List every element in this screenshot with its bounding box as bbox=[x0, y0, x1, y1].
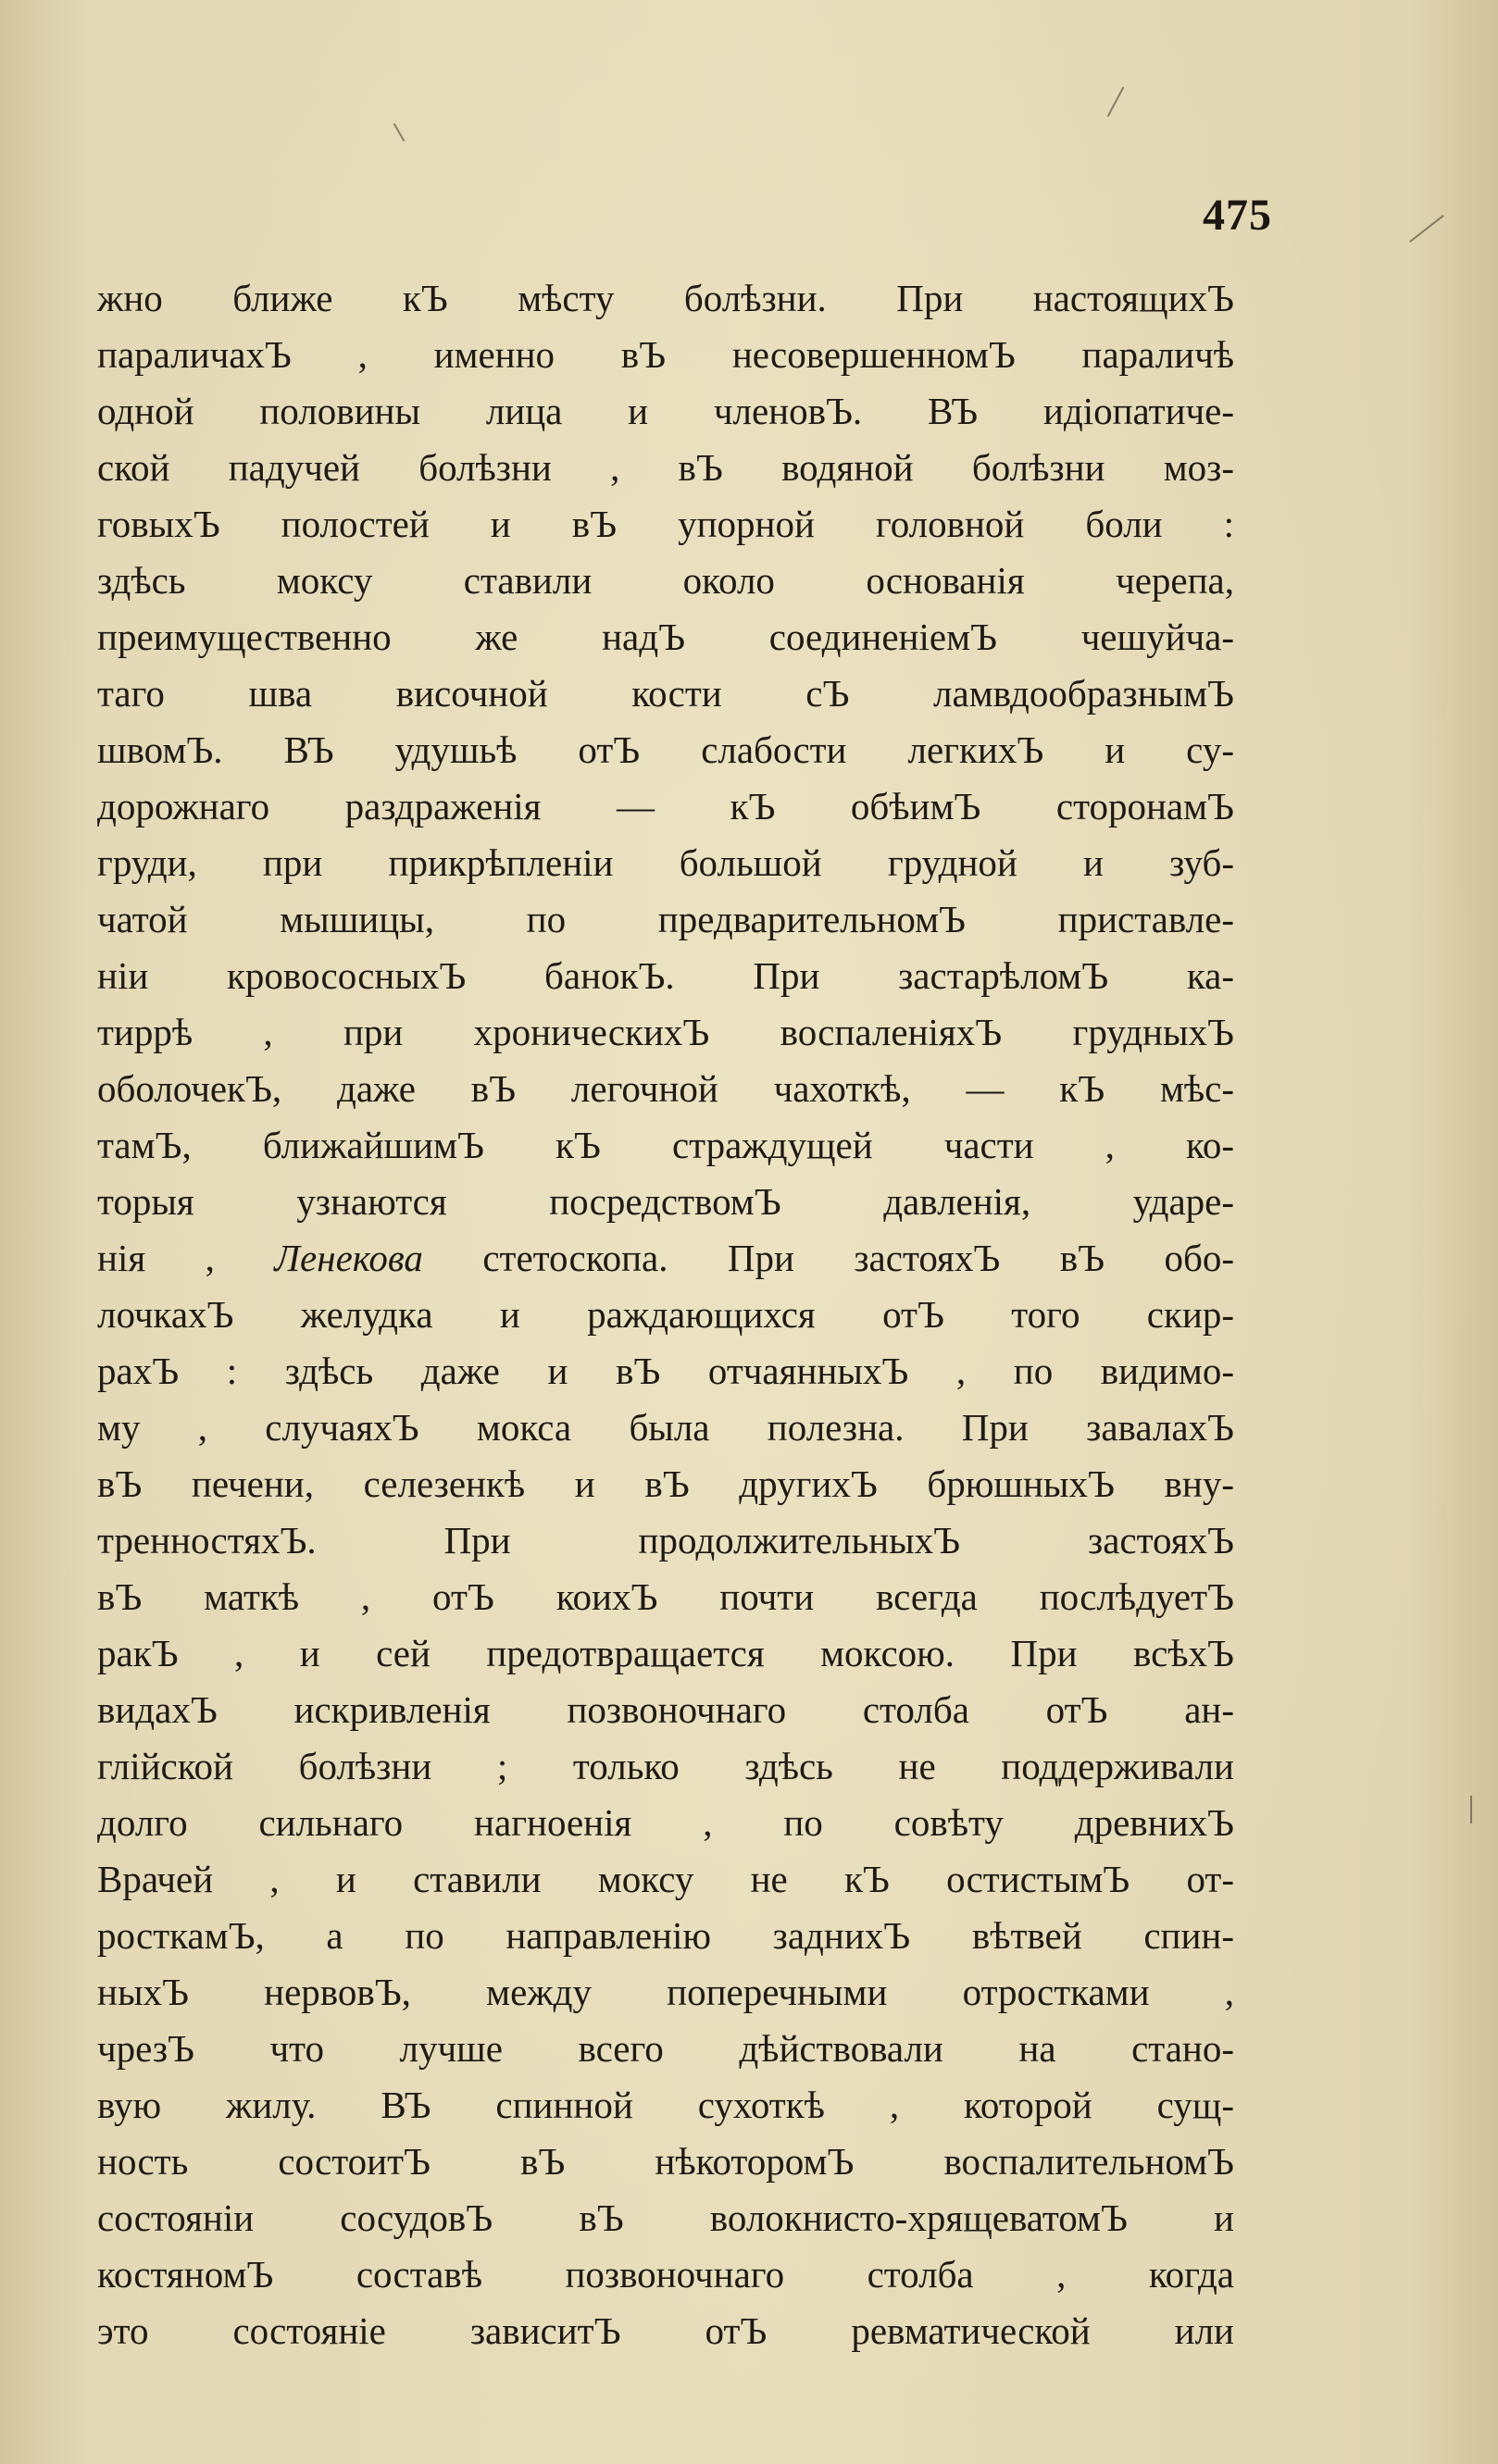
text-line: здѣсь моксу ставили около основанія черепа, bbox=[97, 559, 1234, 602]
text-line: это состояніе зависитЪ отЪ ревматической или bbox=[97, 2309, 1234, 2352]
text-line: рахЪ : здѣсь даже и вЪ отчаянныхЪ , по видимо- bbox=[97, 1350, 1234, 1392]
italic-name: Ленекова bbox=[274, 1237, 423, 1279]
text-segment: стетоскопа. При застояхЪ вЪ обо- bbox=[422, 1237, 1234, 1279]
text-line: вЪ печени, селезенкѣ и вЪ другихЪ брюшныхЪ вну- bbox=[97, 1462, 1234, 1505]
text-line: преимущественно же надЪ соединеніемЪ чешуйча- bbox=[97, 616, 1234, 658]
text-line: состояніи сосудовЪ вЪ волокнисто-хрящеватомЪ и bbox=[97, 2196, 1234, 2239]
text-line: глійской болѣзни ; только здѣсь не поддерживали bbox=[97, 1745, 1234, 1787]
text-line: вую жилу. ВЪ спинной сухоткѣ , которой сущ- bbox=[97, 2084, 1234, 2126]
text-line: ніи кровососныхЪ банокЪ. При застарѣломЪ ка- bbox=[97, 954, 1234, 997]
text-line: параличахЪ , именно вЪ несовершенномЪ параличѣ bbox=[97, 333, 1234, 376]
text-line: вЪ маткѣ , отЪ коихЪ почти всегда послѣдуетЪ bbox=[97, 1575, 1234, 1618]
text-line: тиррѣ , при хроническихЪ воспаленіяхЪ грудныхЪ bbox=[97, 1011, 1234, 1053]
text-line: таго шва височной кости сЪ ламвдообразнымЪ bbox=[97, 672, 1234, 715]
text-segment: нія , bbox=[97, 1237, 275, 1279]
text-line: видахЪ искривленія позвоночнаго столба отЪ ан- bbox=[97, 1688, 1234, 1731]
body-text bbox=[97, 270, 1234, 2359]
page-number: 475 bbox=[1203, 191, 1272, 240]
text-line: костяномЪ составѣ позвоночнаго столба , когда bbox=[97, 2253, 1234, 2296]
text-line: жно ближе кЪ мѣсту болѣзни. При настоящихЪ bbox=[97, 277, 1234, 319]
text-line: ракЪ , и сей предотвращается моксою. При всѣхЪ bbox=[97, 1632, 1234, 1674]
text-line: груди, при прикрѣпленіи большой грудной и зуб- bbox=[97, 841, 1234, 884]
paper-mark bbox=[1470, 1796, 1472, 1823]
text-line: говыхЪ полостей и вЪ упорной головной боли : bbox=[97, 503, 1234, 545]
text-line: лочкахЪ желудка и раждающихся отЪ того скир- bbox=[97, 1293, 1234, 1336]
text-line: торыя узнаются посредствомЪ давленія, ударе- bbox=[97, 1180, 1234, 1223]
text-line: оболочекЪ, даже вЪ легочной чахоткѣ, — кЪ мѣс- bbox=[97, 1067, 1234, 1110]
text-line: Врачей , и ставили моксу не кЪ остистымЪ от- bbox=[97, 1858, 1234, 1900]
text-line: дорожнаго раздраженія — кЪ обѣимЪ сторонамЪ bbox=[97, 785, 1234, 828]
text-line: швомЪ. ВЪ удушьѣ отЪ слабости легкихЪ и су- bbox=[97, 728, 1234, 771]
text-line: чрезЪ что лучше всего дѣйствовали на стано- bbox=[97, 2027, 1234, 2070]
paper-mark bbox=[1409, 215, 1443, 243]
paper-mark bbox=[393, 123, 406, 142]
text-line: му , случаяхЪ мокса была полезна. При завалахЪ bbox=[97, 1406, 1234, 1449]
text-line: долго сильнаго нагноенія , по совѣту древнихЪ bbox=[97, 1801, 1234, 1844]
text-line: росткамЪ, а по направленію заднихЪ вѣтвей спин- bbox=[97, 1914, 1234, 1957]
text-line: тренностяхЪ. При продолжительныхЪ застояхЪ bbox=[97, 1519, 1234, 1562]
text-line: ныхЪ нервовЪ, между поперечными отростками , bbox=[97, 1971, 1234, 2013]
text-line: одной половины лица и членовЪ. ВЪ идіопатиче- bbox=[97, 390, 1234, 432]
text-line: ской падучей болѣзни , вЪ водяной болѣзни моз- bbox=[97, 446, 1234, 489]
text-line: ность состоитЪ вЪ нѣкоторомЪ воспалительномЪ bbox=[97, 2140, 1234, 2183]
paper-mark bbox=[1107, 87, 1125, 118]
text-line: тамЪ, ближайшимЪ кЪ страждущей части , ко- bbox=[97, 1124, 1234, 1166]
text-line: чатой мышицы, по предварительномЪ приставле- bbox=[97, 898, 1234, 940]
text-line-with-italic bbox=[97, 1230, 1234, 1287]
